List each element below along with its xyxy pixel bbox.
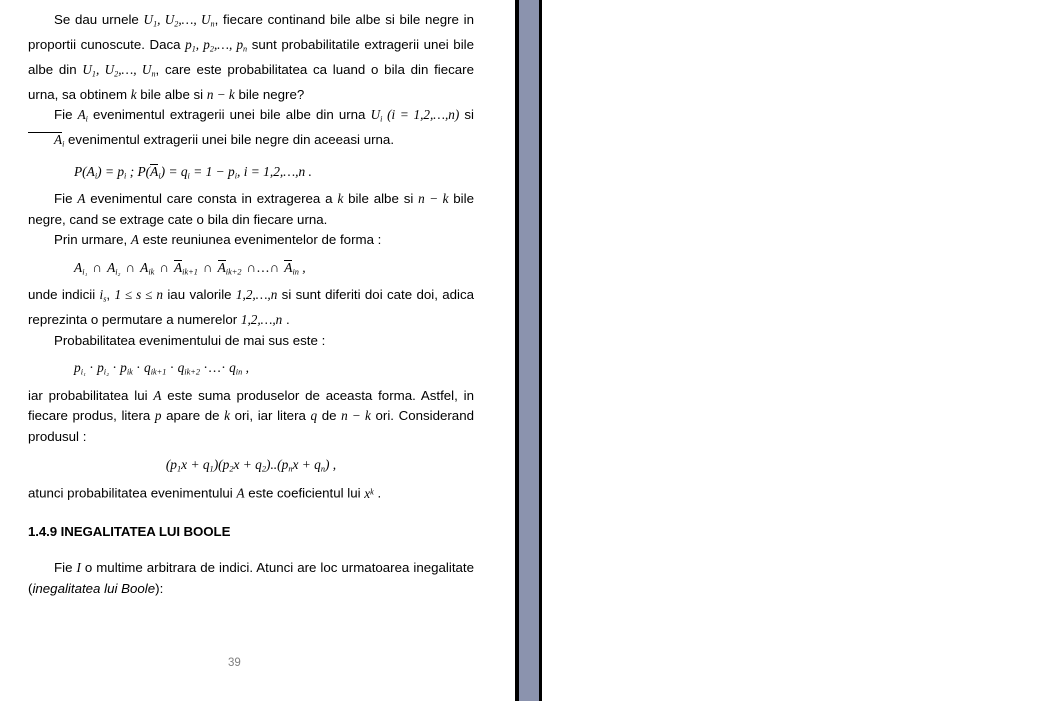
text-run: apare de [161, 408, 225, 424]
text-run: Prin urmare, [54, 232, 131, 248]
text-run: Fie [54, 560, 77, 576]
math-inline: A [130, 232, 139, 248]
paragraph-sum-of-products [28, 386, 474, 448]
paragraph-coefficient [28, 482, 474, 504]
math-inline: n − k [206, 86, 235, 102]
paragraph-reunion [28, 230, 474, 251]
paragraph-event-A [28, 189, 474, 230]
math-inline: $x^k$ [364, 485, 374, 501]
page-left [0, 0, 507, 705]
equation-probabilities: $P(A_i) = p_i$ ; $P(A_i) = q_i = 1 - p_i$, i = 1,2,…,n . [74, 163, 312, 181]
gutter-edge-right [539, 0, 542, 701]
math-inline: $U_1$, $U_2,\dots$, $U_n$ [82, 61, 156, 79]
text-run: Se dau urnele [54, 12, 144, 27]
math-inline: 1,2,…,n [235, 287, 278, 303]
text-run: evenimentul extragerii unei bile negre din aceeasi urna. [64, 132, 395, 148]
gutter-band [519, 0, 539, 701]
math-inline: A [236, 485, 245, 501]
text-run: , care este probabilitatea ca luand o bila din fiecare urna, sa obtinem [28, 61, 475, 102]
text-run: , [106, 287, 115, 303]
paragraph-urns-setup [28, 10, 474, 105]
text-run: o multime arbitrara de indici. Atunci are loc urmatoarea inegalitate ( [28, 560, 474, 596]
math-inline: $A_i$ [77, 107, 88, 124]
text-run: atunci probabilitatea evenimentului [28, 485, 237, 501]
text-run: bile albe si [136, 86, 207, 102]
text-run: ): [155, 580, 164, 596]
text-run: . [373, 485, 382, 501]
text-run: bile albe si [343, 191, 419, 207]
math-inline: A [77, 191, 86, 207]
math-inline: k [130, 86, 137, 102]
text-run: de [317, 408, 342, 424]
text-run: bile negre, cand se extrage cate o bila din fiecare urna. [28, 191, 474, 227]
math-inline: n − k [341, 408, 371, 424]
text-run: iar probabilitatea lui [28, 387, 154, 403]
paragraph-boole-intro [28, 558, 474, 599]
text-run: Fie [54, 191, 78, 207]
math-inline: n − k [418, 191, 449, 207]
paragraph-event-definition [28, 105, 474, 155]
text-run: unde indicii [28, 287, 100, 303]
text-run: ori, iar litera [230, 408, 311, 424]
text-run: sunt probabilitatile extragerii unei bile albe din [28, 36, 474, 77]
math-inline: $U_i$ (i = 1,2,…,n) [370, 107, 460, 124]
text-run: evenimentul extragerii unei bile albe din urna [87, 107, 371, 123]
math-inline-overline: $A_i$ [28, 132, 64, 147]
math-inline: A [153, 387, 162, 403]
math-inline: p [154, 408, 162, 424]
paragraph-probability-above [28, 331, 474, 352]
text-run: , fiecare continand bile albe si bile negre in proportii cunoscute. Daca [28, 12, 475, 52]
page-number-left: 39 [228, 657, 241, 669]
math-inline: $U_1$, $U_2,\dots$, $U_n$ [143, 12, 215, 29]
left-page-text-column [28, 10, 474, 599]
text-run: este reuniunea evenimentelor de forma : [138, 232, 382, 248]
section-heading-boole: 1.4.9 INEGALITATEA LUI BOOLE [28, 524, 231, 540]
text-run: iau valorile [163, 287, 236, 303]
text-run: evenimentul care consta in extragerea a [85, 191, 338, 207]
text-run: este coeficientul lui [244, 485, 365, 501]
equation-intersection-form: $A_{i_1}$ ∩ $A_{i_2}$ ∩ $A_{ik}$ ∩ $A_{ik+1}$ ∩ $A_{ik+2}$ ∩…∩ $A_{in}$ , [74, 260, 306, 277]
paragraph-indices [28, 285, 474, 330]
text-run: si sunt diferiti doi cate doi, adica reprezinta o permutare a numerelor [28, 287, 475, 328]
math-inline: $p_1$, $p_2,\dots$, $p_n$ [185, 36, 248, 54]
math-inline: k [337, 191, 344, 207]
text-run: Fie [54, 107, 78, 123]
page-right [545, 0, 1039, 705]
text-run: Probabilitatea evenimentului de mai sus este : [54, 332, 326, 348]
emphasis-run: inegalitatea lui Boole [32, 580, 156, 596]
text-run: ori. Considerand produsul : [28, 408, 474, 444]
math-inline: I [76, 560, 81, 576]
math-inline: 1 ≤ s ≤ n [114, 287, 164, 303]
math-inline: 1,2,…,n [240, 312, 283, 328]
page-gutter-divider [507, 0, 545, 701]
text-run: si [459, 107, 474, 123]
text-run: este suma produselor de aceasta forma. Astfel, in fiecare produs, litera [28, 387, 474, 424]
text-run: . [282, 312, 290, 328]
math-inline: k [224, 408, 230, 424]
text-run: bile negre? [234, 86, 305, 102]
equation-product-probability: $p_{i_1} \cdot p_{i_2} \cdot p_{ik} \cdot q_{ik+1} \cdot q_{ik+2}$ ·…· $q_{in}$ , [74, 360, 249, 377]
math-inline: $i_s$ [99, 287, 107, 304]
equation-generating-polynomial: $(p_1x + q_1)(p_2x + q_2)..(p_nx + q_n)$ , [165, 456, 337, 473]
math-inline: q [310, 408, 318, 424]
